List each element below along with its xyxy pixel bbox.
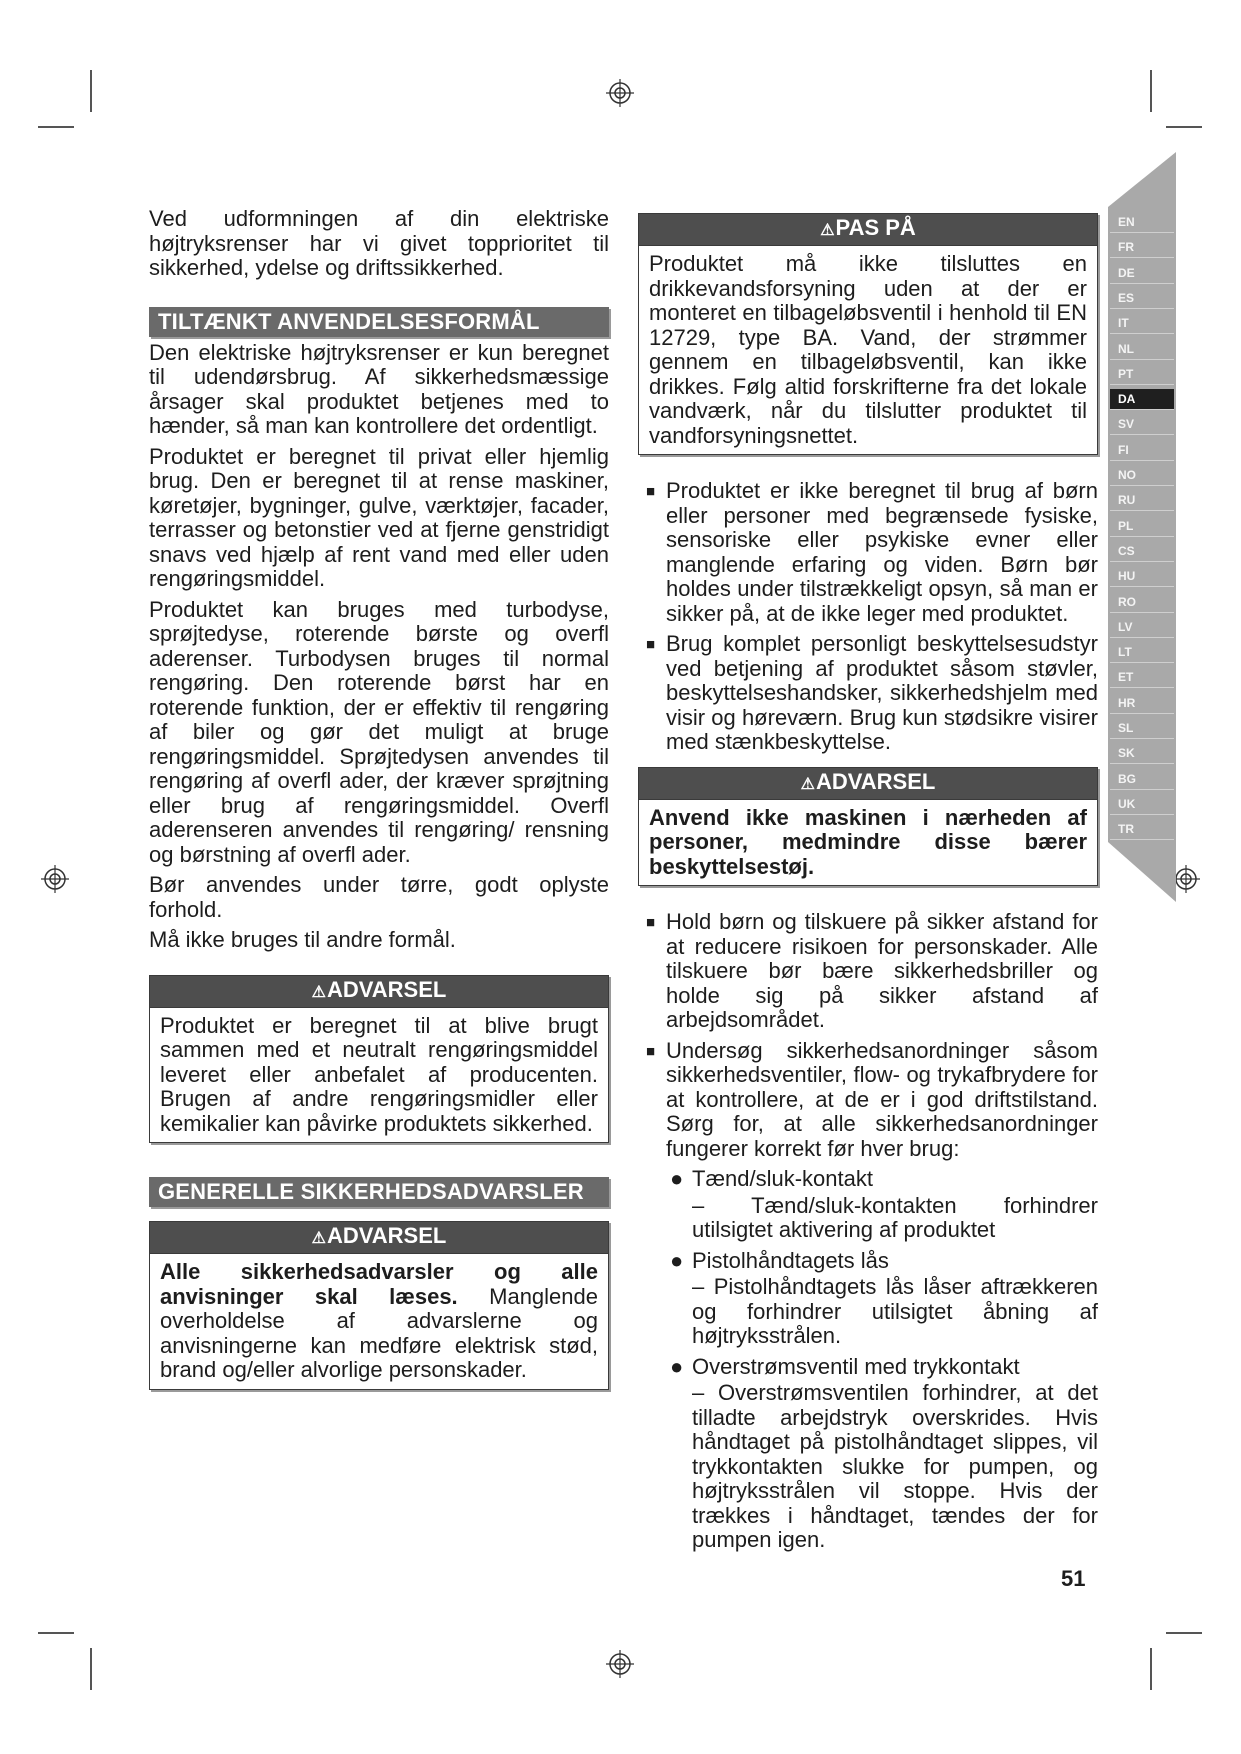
round-bullet-icon: ● bbox=[670, 1166, 684, 1191]
intended-use-paragraph-5: Må ikke bruges til andre formål. bbox=[149, 927, 456, 952]
safety-device-item: ● Pistolhåndtagets lås bbox=[670, 1247, 889, 1273]
language-tab-hu: HU bbox=[1110, 566, 1174, 587]
language-tab-sl: SL bbox=[1110, 718, 1174, 739]
language-tab-cs: CS bbox=[1110, 541, 1174, 562]
language-tab-bg: BG bbox=[1110, 769, 1174, 790]
list-item: ■ Undersøg sikkerhedsanordninger såsom sikkerhedsventiler, flow- og trykafbrydere for at kontrollere, at de er i god driftstilstand. Sørg for, at alle sikkerhedsanordninger fungerer korrekt før hver brug: bbox=[646, 1037, 1098, 1161]
warning-header: ⚠ADVARSEL bbox=[639, 768, 1097, 800]
round-bullet-icon: ● bbox=[670, 1353, 684, 1379]
safety-bullets-2 bbox=[638, 910, 1098, 1161]
language-tab-it: IT bbox=[1110, 313, 1174, 334]
registration-mark-icon bbox=[40, 864, 70, 894]
language-tab-ro: RO bbox=[1110, 592, 1174, 613]
square-bullet-icon: ■ bbox=[646, 1042, 656, 1060]
warning-body: Alle sikkerhedsadvarsler og alle anvisninger skal læses. Manglende overholdelse af advarslerne og anvisningerne kan medføre elektrisk stød, brand og/eller alvorlige personskader. bbox=[160, 1259, 598, 1382]
caution-body: Produktet må ikke tilsluttes en drikkevandsforsyning uden at der er monteret en tilbageløbsventil i henhold til EN 12729, type BA. Vand, der strømmer gennem en tilbageløbsventil, kan ikke drikkes. Følg altid forskrifterne fra det lokale vandværk, når du tilslutter produktet til vandforsyningsnettet. bbox=[649, 251, 1087, 448]
language-tab-lv: LV bbox=[1110, 617, 1174, 638]
warning-triangle-icon: ⚠ bbox=[800, 775, 815, 793]
safety-device-description: – Tænd/sluk-kontakten forhindrer utilsigtet aktivering af produktet bbox=[692, 1192, 1098, 1242]
safety-device-item: ● Tænd/sluk-kontakt bbox=[670, 1166, 873, 1191]
language-tab-ru: RU bbox=[1110, 490, 1174, 511]
language-tab-en: EN bbox=[1110, 212, 1174, 233]
language-tab-fi: FI bbox=[1110, 440, 1174, 461]
language-tabs bbox=[1108, 152, 1180, 902]
language-tab-sk: SK bbox=[1110, 743, 1174, 764]
warning-box-bystanders bbox=[638, 767, 1098, 887]
crop-mark bbox=[1150, 1648, 1152, 1690]
language-tab-lt: LT bbox=[1110, 642, 1174, 663]
warning-triangle-icon: ⚠ bbox=[311, 1230, 326, 1247]
language-tab-no: NO bbox=[1110, 465, 1174, 486]
language-tab-fr: FR bbox=[1110, 237, 1174, 258]
crop-mark bbox=[38, 126, 74, 128]
caution-header: ⚠PAS PÅ bbox=[639, 214, 1097, 246]
language-tab-uk: UK bbox=[1110, 794, 1174, 815]
language-tab-pt: PT bbox=[1110, 364, 1174, 385]
language-tab-pl: PL bbox=[1110, 516, 1174, 537]
section-heading-general-safety: GENERELLE SIKKERHEDSADVARSLER bbox=[149, 1177, 609, 1207]
square-bullet-icon: ■ bbox=[646, 483, 656, 500]
safety-device-description: – Pistolhåndtagets lås låser aftrækkeren og forhindrer utilsigtet åbning af højtryksstrålen. bbox=[692, 1274, 1098, 1348]
crop-mark bbox=[90, 1648, 92, 1690]
safety-device-list bbox=[668, 1167, 1098, 1553]
square-bullet-icon: ■ bbox=[646, 914, 656, 931]
crop-mark bbox=[38, 1632, 74, 1634]
page-number: 51 bbox=[1061, 1566, 1086, 1591]
left-column bbox=[149, 207, 609, 1390]
intended-use-paragraph-4: Bør anvendes under tørre, godt oplyste forhold. bbox=[149, 872, 609, 922]
safety-device-description: – Overstrømsventilen forhindrer, at det tilladte arbejdstryk overskrides. Hvis håndtaget på pistolhåndtaget slippes, vil trykkontakten slukke for pumpen, og højtryksstrålen vil stoppe. Hvis der trækkes i håndtaget, tændes der for pumpen igen. bbox=[692, 1380, 1098, 1552]
warning-header: ⚠ADVARSEL bbox=[150, 976, 608, 1008]
right-column bbox=[638, 213, 1098, 1559]
language-tab-tr: TR bbox=[1110, 819, 1174, 840]
warning-triangle-icon: ⚠ bbox=[820, 222, 835, 239]
warning-box-read-instructions bbox=[149, 1221, 609, 1390]
language-tab-es: ES bbox=[1110, 288, 1174, 309]
crop-mark bbox=[90, 70, 92, 112]
list-item: ■ Hold børn og tilskuere på sikker afstand for at reducere risikoen for personskader. Alle tilskuere bør bære sikkerhedsbriller og holde sig på sikker afstand af arbejdsområdet. bbox=[646, 909, 1098, 1032]
square-bullet-icon: ■ bbox=[646, 636, 656, 653]
list-item: ■ Brug komplet personligt beskyttelsesudstyr ved betjening af produktet såsom støvler, beskyttelseshandsker, sikkerhedshjelm med visir og høreværn. Brug kun stødsikre visirer med stænkbeskyttelse. bbox=[646, 631, 1098, 754]
intro-text: Ved udformningen af din elektriske højtryksrenser har vi givet topprioritet til sikkerhed, ydelse og driftssikkerhed. bbox=[149, 206, 609, 280]
warning-body: Anvend ikke maskinen i nærheden af personer, medmindre disse bærer beskyttelsestøj. bbox=[649, 804, 1087, 879]
language-tab-et: ET bbox=[1110, 667, 1174, 688]
warning-body: Produktet er beregnet til at blive brugt sammen med et neutralt rengøringsmiddel leveret eller anbefalet af producenten. Brugen af andre rengøringsmidler eller kemikalier kan påvirke produktets sikkerhed. bbox=[160, 1012, 598, 1136]
language-tab-nl: NL bbox=[1110, 339, 1174, 360]
warning-triangle-icon: ⚠ bbox=[311, 983, 326, 1001]
intended-use-paragraph-2: Produktet er beregnet til privat eller hjemlig brug. Den er beregnet til at rense maskiner, køretøjer, bygninger, gulve, værktøjer, facader, terrasser og betonstier ved at fjerne genstridigt snavs ved hjælp af rent vand med eller uden rengøringsmiddel. bbox=[149, 443, 609, 591]
language-tab-de: DE bbox=[1110, 263, 1174, 284]
intended-use-paragraph-3: Produktet kan bruges med turbodyse, sprøjtedyse, roterende børste og overfl aderenser. Turbodysen bruges til normal rengøring. Den roterende børst har en roterende funktion, der er effektiv til rengøring af biler og gør det muligt at bruge rengøringsmiddel. Sprøjtedysen anvendes til rengøring af overfl ader, der kræver sprøjtning eller brug af rengøringsmiddel. Overfl aderenseren anvendes til rengøring/ rensning og børstning af overfl ader. bbox=[149, 596, 609, 867]
warning-header: ⚠ADVARSEL bbox=[150, 1222, 608, 1254]
crop-mark bbox=[1150, 70, 1152, 112]
caution-box-water-supply bbox=[638, 213, 1098, 455]
crop-mark bbox=[1166, 1632, 1202, 1634]
language-tab-da: DA bbox=[1110, 389, 1174, 410]
registration-mark-icon bbox=[605, 1649, 635, 1679]
intended-use-paragraph-1: Den elektriske højtryksrenser er kun beregnet til udendørsbrug. Af sikkerhedsmæssige årsager skal produktet betjenes med to hænder, så man kan kontrollere det ordentligt. bbox=[149, 339, 609, 438]
section-heading-intended-use: TILTÆNKT ANVENDELSESFORMÅL bbox=[149, 307, 609, 337]
registration-mark-icon bbox=[605, 78, 635, 108]
safety-bullets-1 bbox=[638, 479, 1098, 755]
safety-device-item: ● Overstrømsventil med trykkontakt bbox=[670, 1353, 1020, 1379]
language-tab-sv: SV bbox=[1110, 414, 1174, 435]
warning-box-detergent bbox=[149, 975, 609, 1144]
round-bullet-icon: ● bbox=[670, 1247, 684, 1273]
list-item: ■ Produktet er ikke beregnet til brug af børn eller personer med begrænsede fysiske, sensoriske eller psykiske evner eller manglende erfaring og viden. Børn bør holdes under tilstrækkeligt opsyn, så man er sikker på, at de ikke leger med produktet. bbox=[646, 478, 1098, 626]
crop-mark bbox=[1166, 126, 1202, 128]
language-tab-hr: HR bbox=[1110, 693, 1174, 714]
